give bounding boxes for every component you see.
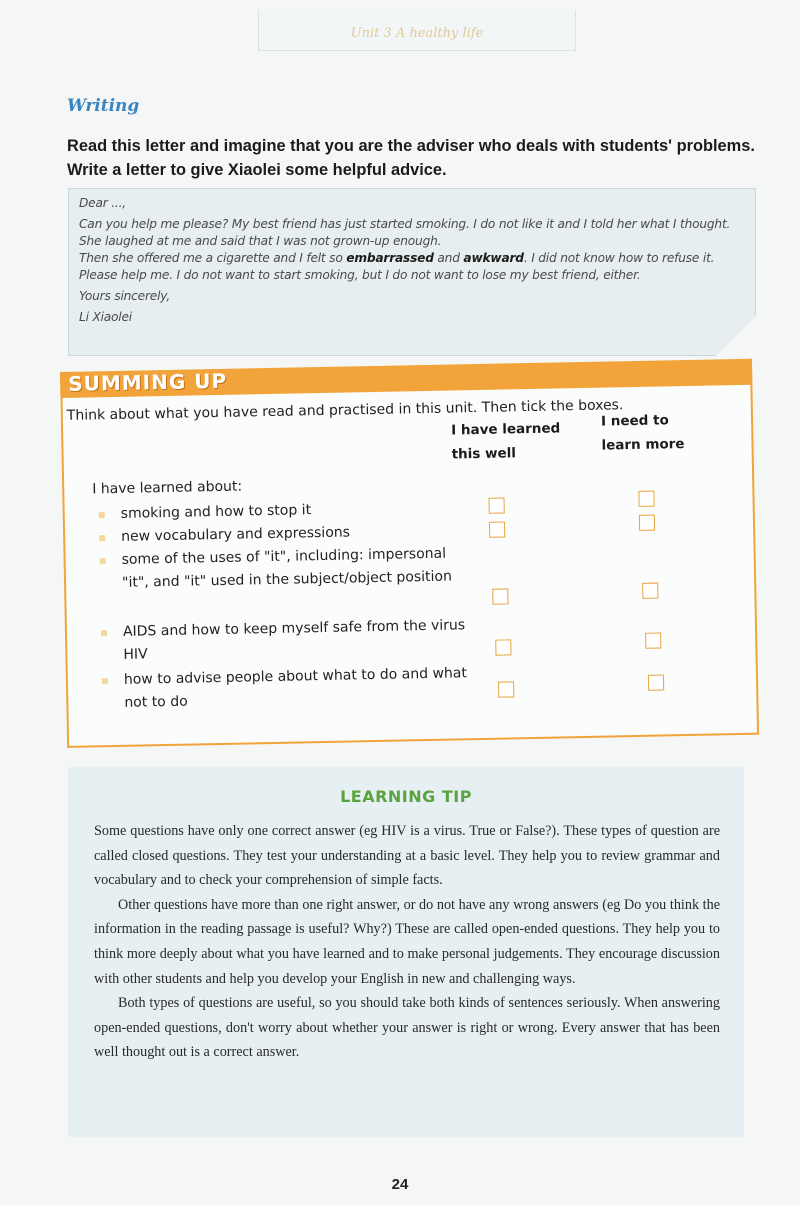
page-number: 24 — [391, 1176, 409, 1193]
unit-title: Unit 3 A healthy life — [350, 26, 484, 41]
learned-about-label: I have learned about: — [92, 478, 243, 498]
keyword: embarrassed — [346, 251, 434, 265]
letter-salutation: Dear ..., — [79, 196, 126, 210]
letter-signature: Li Xiaolei — [79, 310, 132, 324]
checkbox-learned[interactable] — [488, 497, 504, 513]
keyword: awkward — [463, 251, 524, 265]
writing-heading: Writing — [67, 96, 140, 116]
learning-tip-body — [94, 819, 720, 1065]
learning-tip-box — [68, 767, 744, 1137]
letter-paragraph: Then she offered me a cigarette and I felt so embarrassed and awkward. I did not know how to refuse it. Please help me. I do not want to start smoking, but I do not want to lose my best friend, either. — [79, 251, 715, 282]
checkbox-learned[interactable] — [498, 681, 514, 697]
summing-up-intro: Think about what you have read and practised in this unit. Then tick the boxes. — [66, 397, 624, 424]
checklist-item: how to advise people about what to do and what not to do — [98, 662, 479, 715]
writing-instructions: Read this letter and imagine that you are the adviser who deals with students' problems. Write a letter to give Xiaolei some helpful advice. — [67, 137, 755, 179]
summing-up-panel — [60, 359, 759, 748]
letter-closing: Yours sincerely, — [79, 289, 171, 303]
column-header-need-more: I need to learn more — [600, 412, 685, 454]
learning-tip-title: LEARNING TIP — [340, 787, 472, 806]
letter-box — [68, 188, 756, 356]
checklist-item: new vocabulary and expressions — [95, 519, 475, 549]
unit-header — [258, 10, 576, 51]
checkbox-need-more[interactable] — [645, 633, 661, 649]
checklist-item: AIDS and how to keep myself safe from the virus HIV — [97, 614, 478, 667]
checkbox-need-more[interactable] — [639, 515, 655, 531]
checkbox-learned[interactable] — [495, 639, 511, 655]
tip-paragraph: Both types of questions are useful, so you should take both kinds of sentences seriously. When answering open-ended questions, don't worry about whether your answer is right or wrong. Every answer that has been well thought out is a correct answer. — [94, 995, 720, 1061]
checklist-item: some of the uses of "it", including: impersonal "it", and "it" used in the subject/object position — [95, 542, 476, 595]
checkbox-learned[interactable] — [489, 521, 505, 537]
tip-paragraph: Other questions have more than one right answer, or do not have any wrong answers (eg Do you think the information in the reading passage is useful? Why?) These are called open-ended questions. They help you to think more deeply about what you have learned and to make personal judgements. They encourage discussion with other students and help you develop your English in new and challenging ways. — [94, 896, 720, 987]
tip-paragraph: Some questions have only one correct answer (eg HIV is a virus. True or False?). These types of question are called closed questions. They test your understanding at a basic level. They help you to review grammar and vocabulary and to check your comprehension of simple facts. — [94, 823, 720, 889]
column-header-learned: I have learned this well — [451, 420, 561, 463]
checkbox-need-more[interactable] — [642, 583, 658, 599]
page-curl — [716, 316, 756, 356]
checklist — [95, 496, 495, 711]
checkbox-learned[interactable] — [492, 588, 508, 604]
checkbox-need-more[interactable] — [638, 491, 654, 507]
checklist-item: smoking and how to stop it — [95, 496, 475, 526]
letter-paragraph: Can you help me please? My best friend has just started smoking. I do not like it and I told her what I thought. She laughed at me and said that I was not grown-up enough. — [79, 217, 731, 248]
summing-up-title: SUMMING UP — [67, 368, 228, 396]
checkbox-need-more[interactable] — [648, 674, 664, 690]
